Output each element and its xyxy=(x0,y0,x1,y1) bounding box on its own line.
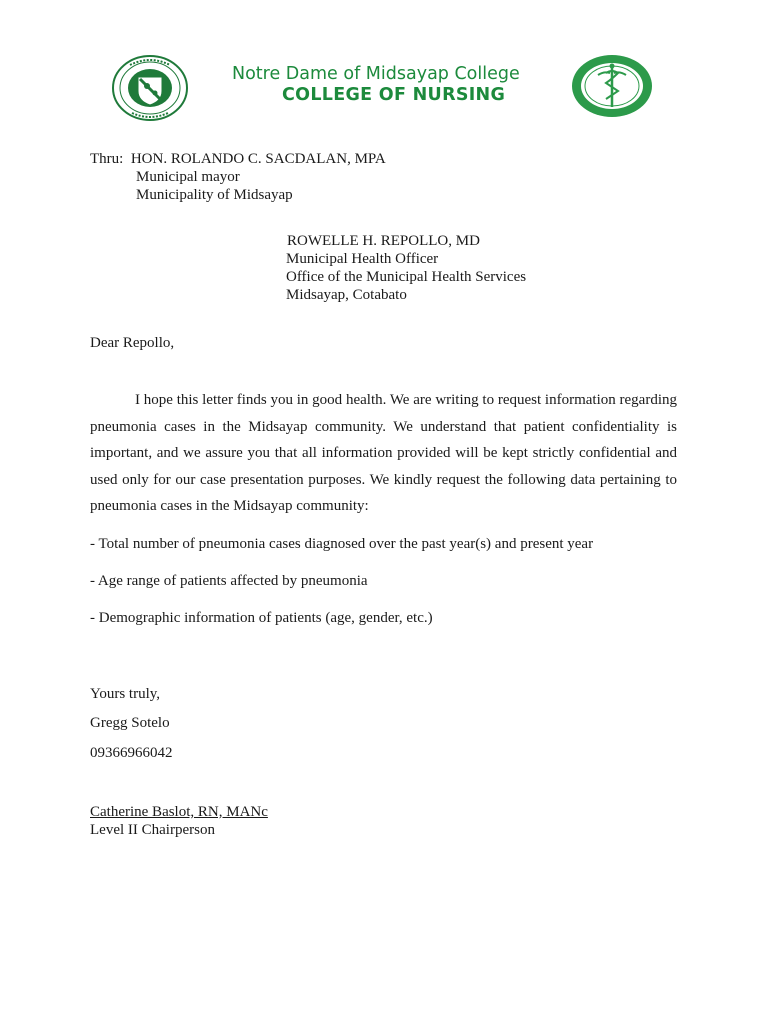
request-item: - Total number of pneumonia cases diagnosed over the past year(s) and present year xyxy=(90,536,594,552)
college-name: Notre Dame of Midsayap College xyxy=(232,64,520,84)
thru-office: Municipality of Midsayap xyxy=(136,187,293,203)
thru-name: HON. ROLANDO C. SACDALAN, MPA xyxy=(130,151,386,167)
chairperson-name: Catherine Baslot, RN, MANc xyxy=(90,804,268,820)
thru-line xyxy=(90,150,386,168)
recipient-address: Midsayap, Cotabato xyxy=(286,287,407,303)
department-name: COLLEGE OF NURSING xyxy=(282,85,506,105)
request-item: - Age range of patients affected by pneumonia xyxy=(90,573,368,589)
thru-label: Thru: xyxy=(90,151,124,167)
college-of-nursing-seal-icon xyxy=(570,53,654,119)
recipient-title: Municipal Health Officer xyxy=(286,251,439,267)
sender-phone: 09366966042 xyxy=(90,745,173,761)
request-item: - Demographic information of patients (age, gender, etc.) xyxy=(90,610,433,626)
thru-title: Municipal mayor xyxy=(136,169,240,185)
college-seal-icon xyxy=(110,53,190,123)
recipient-office: Office of the Municipal Health Services xyxy=(286,269,527,285)
recipient-name: ROWELLE H. REPOLLO, MD xyxy=(287,233,480,249)
closing: Yours truly, xyxy=(90,686,161,702)
letter-body: I hope this letter finds you in good health. We are writing to request information regarding pneumonia cases in the Midsayap community. We understand that patient confidentiality is important, and we assure you that all information provided will be kept strictly confidential and used only for our case presentation purposes. We kindly request the following data pertaining to pneumonia cases in the Midsayap community: xyxy=(90,392,677,515)
salutation: Dear Repollo, xyxy=(90,335,175,351)
sender-name: Gregg Sotelo xyxy=(90,715,170,731)
chairperson-title: Level II Chairperson xyxy=(90,822,215,838)
